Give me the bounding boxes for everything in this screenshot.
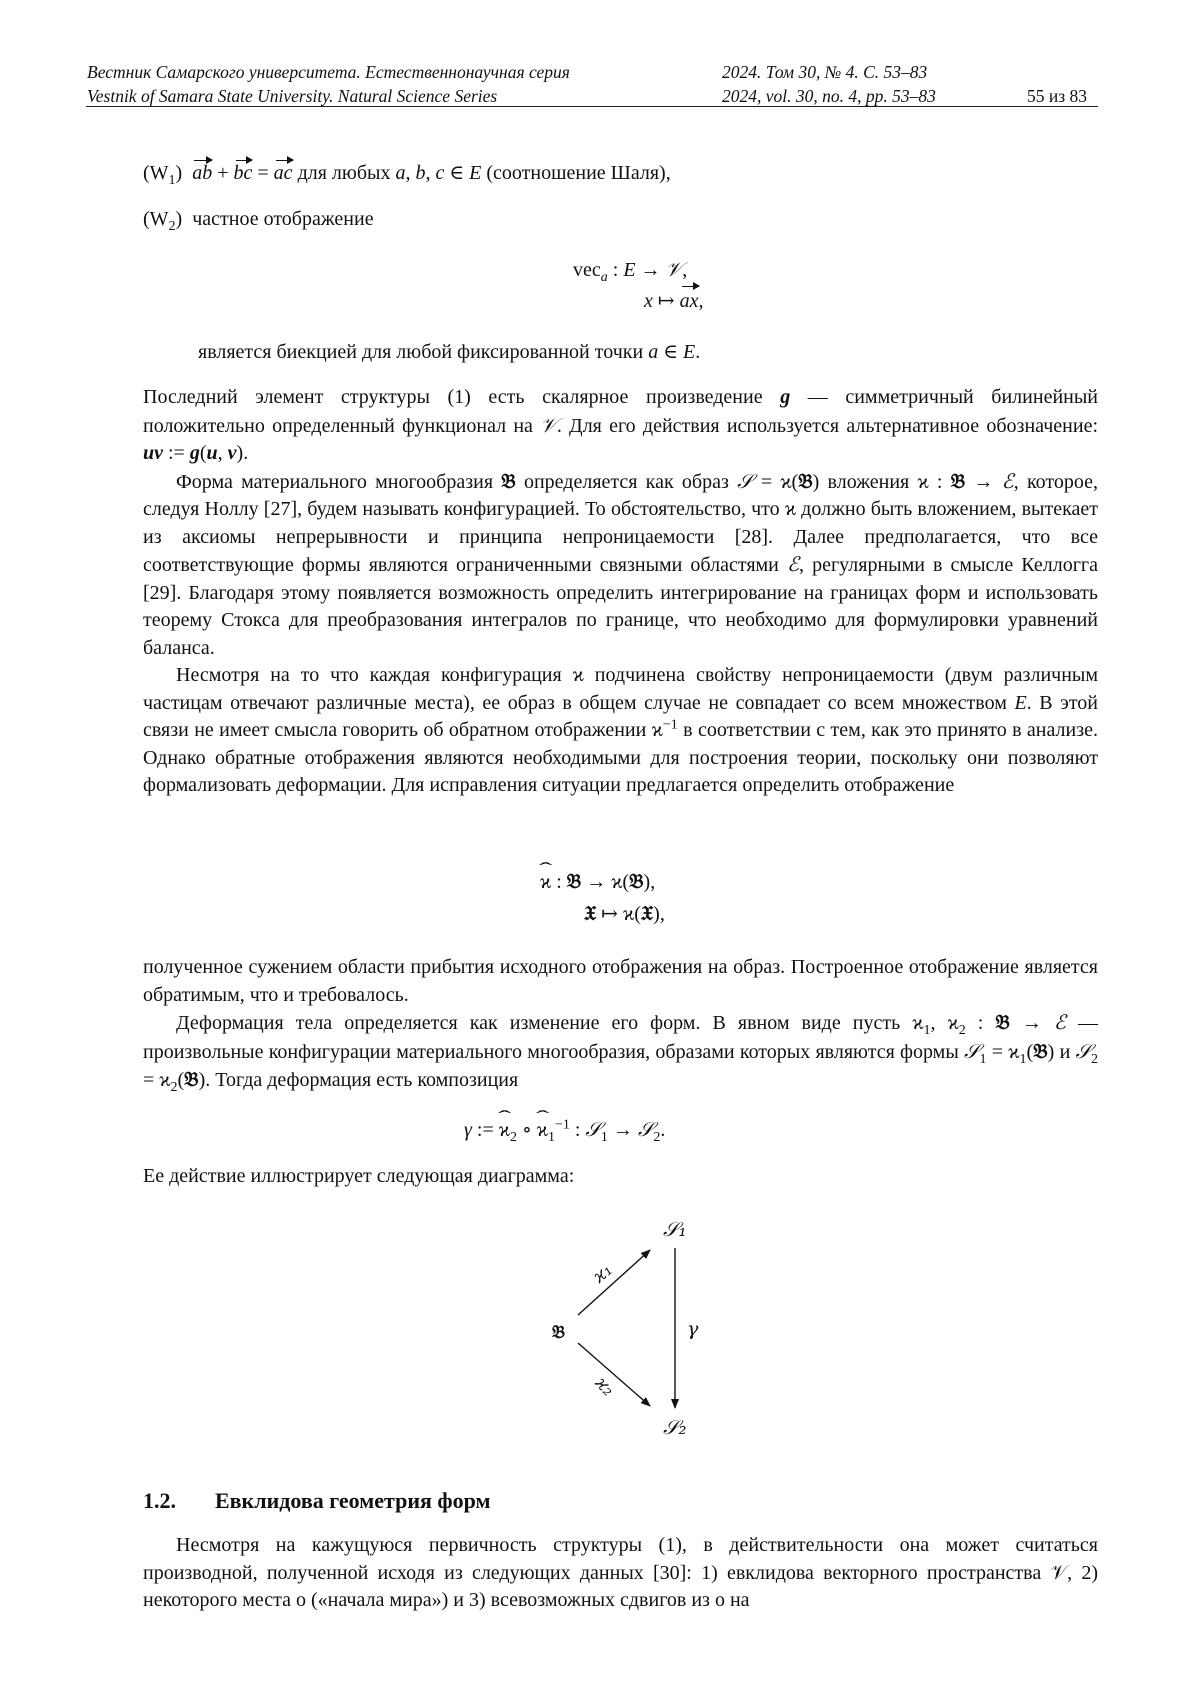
paragraph-euclidean: Несмотря на кажущуюся первичность структуры (1), в действительности она может считаться производной, полученной исходя из следующих данных [30]: 1) евклидова векторного пространства 𝒱, 2) некоторого места o («начала мира») и 3) всевозможных сдвигов из o на bbox=[143, 1534, 1098, 1611]
header-journal-ru: Вестник Самарского университета. Естественнонаучная серия bbox=[87, 62, 570, 82]
paragraph-deformation: Деформация тела определяется как изменение его форм. В явном виде пусть $ϰ_1$, $ϰ_2$ : 𝔅 → ℰ — произвольные конфигурации материального многообразия, образами которых являются формы 𝒮$_1$ = $ϰ_1(𝔅)$ и 𝒮$_2$ = $ϰ_2(𝔅)$. Тогда деформация есть композиция bbox=[143, 1010, 1099, 1095]
section-number: 1.2. bbox=[143, 1488, 176, 1513]
header-issue-en: 2024, vol. 30, no. 4, pp. 53–83 bbox=[722, 86, 936, 106]
page-number: 55 из 83 bbox=[1027, 86, 1088, 106]
header-rule bbox=[86, 106, 1098, 107]
body-text-block-3 bbox=[143, 1532, 1098, 1615]
axiom-w1: $(W_1)$ ab + bc = ac для любых a, b, c ∈ E (соотношение Шаля), bbox=[143, 162, 671, 188]
equation-gamma: γ := ˆ $ϰ_2$ ∘ ˆ $ϰ_1^{-1}$ : 𝒮$_1$ → 𝒮$_2$. bbox=[464, 1114, 665, 1145]
equation-kappa-hat: ˆ ϰ : 𝔅 → ϰ(𝔅), bbox=[540, 866, 655, 897]
paragraph-scalar-product: Последний элемент структуры (1) есть скалярное произведение g — симметричный билинейный положительно определенный функционал на 𝒱. Для его действия используется альтернативное обозначение: uv := g(u, v). bbox=[143, 386, 1098, 464]
paragraph-impenetrability: Несмотря на то что каждая конфигурация ϰ подчинена свойству непроницаемости (двум различным частицам отвечают различные места), ее образ в общем случае не совпадает со всем множеством E. В этой связи не имеет смысла говорить об обратном отображении $ϰ^{-1}$ в соответствии с тем, как это принято в анализе. Однако обратные отображения являются необходимыми для построения теории, поскольку они позволяют формализовать деформации. Для исправления ситуации предлагается определить отображение bbox=[143, 664, 1098, 796]
body-text-block-2 bbox=[143, 954, 1098, 1095]
commutative-diagram bbox=[540, 1210, 740, 1450]
equation-vec-a-map: x ↦ ax, bbox=[644, 286, 704, 316]
axiom-w2 bbox=[143, 206, 374, 234]
paragraph-restriction: полученное сужением области прибытия исходного отображения на образ. Построенное отображение является обратимым, что и требовалось. bbox=[143, 956, 1098, 1006]
diagram-node-s1: 𝒮₁ bbox=[663, 1217, 687, 1241]
axiom-w1-text2: (соотношение Шаля), bbox=[481, 162, 671, 184]
axiom-w1-text: для любых bbox=[292, 162, 396, 184]
diagram-label-gamma: γ bbox=[687, 1318, 699, 1340]
equation-kappa-hat-map: 𝔛 ↦ ϰ(𝔛), bbox=[584, 901, 665, 925]
section-heading bbox=[143, 1488, 491, 1514]
axiom-w1-tag: $(W_1)$ bbox=[143, 162, 183, 188]
header-issue-ru: 2024. Том 30, № 4. С. 53–83 bbox=[722, 62, 928, 82]
axiom-w2-tag: $(W_2)$ bbox=[143, 208, 183, 234]
equation-vec-a: vec$_a$ : E → 𝒱, bbox=[573, 257, 688, 285]
axiom-w2-text: частное отображение bbox=[192, 208, 374, 230]
body-text-block-1 bbox=[143, 384, 1098, 800]
paragraph-form-of-manifold: Форма материального многообразия 𝔅 определяется как образ 𝒮 = ϰ(𝔅) вложения ϰ : 𝔅 → ℰ, которое, следуя Ноллу [27], будем называть конфигурацией. То обстоятельство, что ϰ должно быть вложением, вытекает из аксиомы непрерывности и принципа непроницаемости [28]. Далее предполагается, что все соответствующие формы являются ограниченными связными областями ℰ, регулярными в смысле Келлогга [29]. Благодаря этому появляется возможность определить интегрирование на границах форм и использовать теорему Стокса для преобразования интегралов по границе, что необходимо для формулировки уравнений баланса. bbox=[143, 468, 1099, 659]
diagram-node-s2: 𝒮₂ bbox=[663, 1415, 687, 1439]
diagram-label-kappa1: ϰ₁ bbox=[588, 1259, 617, 1288]
axiom-w2-after: является биекцией для любой фиксированной точки a ∈ E. bbox=[198, 341, 701, 363]
section-title: Евклидова геометрия форм bbox=[215, 1488, 491, 1513]
diagram-label-kappa2: ϰ₂ bbox=[590, 1372, 619, 1401]
header-journal-en: Vestnik of Samara State University. Natural Science Series bbox=[87, 86, 498, 106]
diagram-arrow-kappa1 bbox=[578, 1250, 650, 1315]
diagram-arrow-kappa2 bbox=[578, 1343, 650, 1406]
diagram-node-b: 𝔅 bbox=[552, 1322, 565, 1343]
paragraph-diagram-intro: Ее действие иллюстрирует следующая диаграмма: bbox=[143, 1165, 575, 1187]
